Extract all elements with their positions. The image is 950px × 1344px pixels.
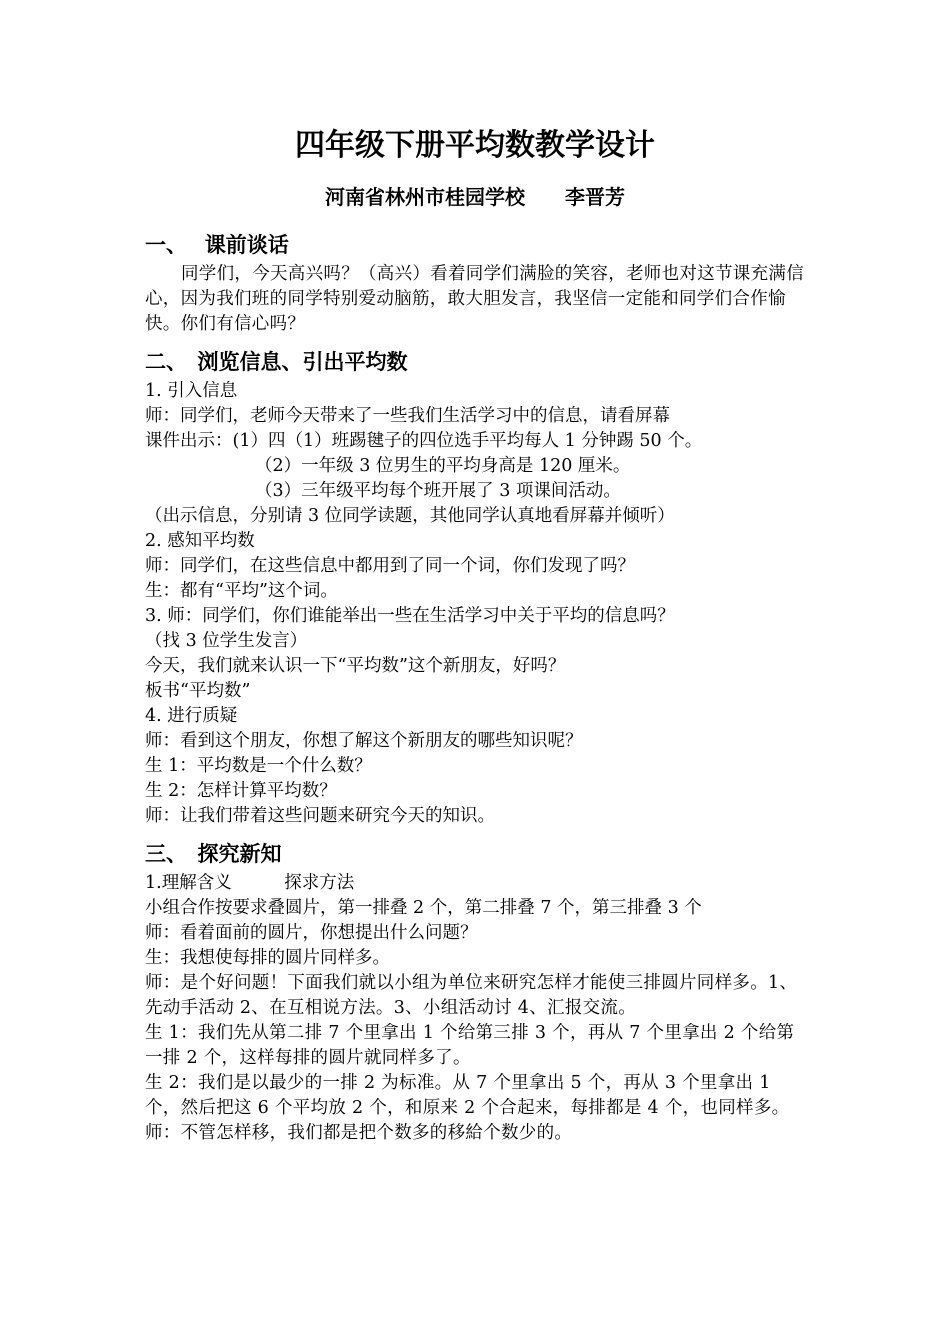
text-paragraph: 生 1：我们先从第二排 7 个里拿出 1 个给第三排 3 个，再从 7 个里拿出 2 个给第一排 2 个，这样每排的圆片就同样多了。	[145, 1023, 795, 1068]
text-line: 生：都有“平均”这个词。	[145, 581, 338, 601]
text-line: 生：我想使每排的圆片同样多。	[145, 948, 390, 968]
section-heading-3: 三、 探究新知	[145, 842, 282, 866]
text-line: 师：看着面前的圆片，你想提出什么问题？	[145, 923, 478, 943]
text-line: 4. 进行质疑	[145, 706, 238, 726]
text-line: 板书“平均数”	[145, 681, 251, 701]
text-line: 1. 引入信息	[145, 381, 238, 401]
text-line: （找 3 位学生发言）	[145, 631, 308, 651]
section-1-paragraph: 同学们，今天高兴吗？（高兴）看着同学们满脸的笑容，老师也对这节课充满信心，因为我们班的同学特别爱动脑筋，敢大胆发言，我坚信一定能和同学们合作愉快。你们有信心吗？	[145, 264, 804, 334]
document-title: 四年级下册平均数教学设计	[295, 128, 655, 163]
text-line: （3）三年级平均每个班开展了 3 项课间活动。	[255, 481, 621, 501]
text-line: 生 1：平均数是一个什么数？	[145, 756, 372, 776]
section-2-body	[145, 379, 810, 829]
text-line: 生 2：怎样计算平均数？	[145, 781, 337, 801]
text-line: 师：看到这个朋友，你想了解这个新朋友的哪些知识呢？	[145, 731, 583, 751]
text-line: 师：让我们带着这些问题来研究今天的知识。	[145, 806, 495, 826]
text-line: 课件出示：(1）四（1）班踢毽子的四位选手平均每人 1 分钟踢 50 个。	[145, 431, 703, 451]
text-line: 师：同学们，在这些信息中都用到了同一个词，你们发现了吗？	[145, 556, 635, 576]
author-line: 河南省林州市桂园学校 李晋芳	[325, 185, 625, 209]
text-line: 2. 感知平均数	[145, 531, 255, 551]
text-line: 今天，我们就来认识一下“平均数”这个新朋友，好吗？	[145, 656, 566, 676]
text-line: 1.理解含义 探求方法	[145, 873, 355, 893]
text-line: 师：同学们，老师今天带来了一些我们生活学习中的信息，请看屏幕	[145, 406, 670, 426]
text-line: 3. 师：同学们，你们谁能举出一些在生活学习中关于平均的信息吗？	[145, 606, 675, 626]
text-line: 小组合作按要求叠圆片，第一排叠 2 个，第二排叠 7 个，第三排叠 3 个	[145, 898, 702, 918]
text-paragraph: 师：是个好问题！下面我们就以小组为单位来研究怎样才能使三排圆片同样多。1、先动手活动 2、在互相说方法。3、小组活动讨 4、汇报交流。	[145, 973, 798, 1018]
text-paragraph: 生 2：我们是以最少的一排 2 为标准。从 7 个里拿出 5 个，再从 3 个里拿出 1 个，然后把这 6 个平均放 2 个，和原来 2 个合起来，每排都是 4 个，也同样多。	[145, 1073, 790, 1118]
document-body	[145, 230, 810, 1146]
section-heading-1: 一、 课前谈话	[145, 233, 289, 257]
text-paragraph: 师：不管怎样移，我们都是把个数多的移給个数少的。	[145, 1123, 573, 1143]
text-line: （2）一年级 3 位男生的平均身高是 120 厘米。	[255, 456, 631, 476]
section-heading-2: 二、 浏览信息、引出平均数	[145, 350, 408, 374]
text-line: （出示信息，分别请 3 位同学读题，其他同学认真地看屏幕并倾听）	[145, 506, 675, 526]
section-3-body	[145, 871, 810, 1146]
